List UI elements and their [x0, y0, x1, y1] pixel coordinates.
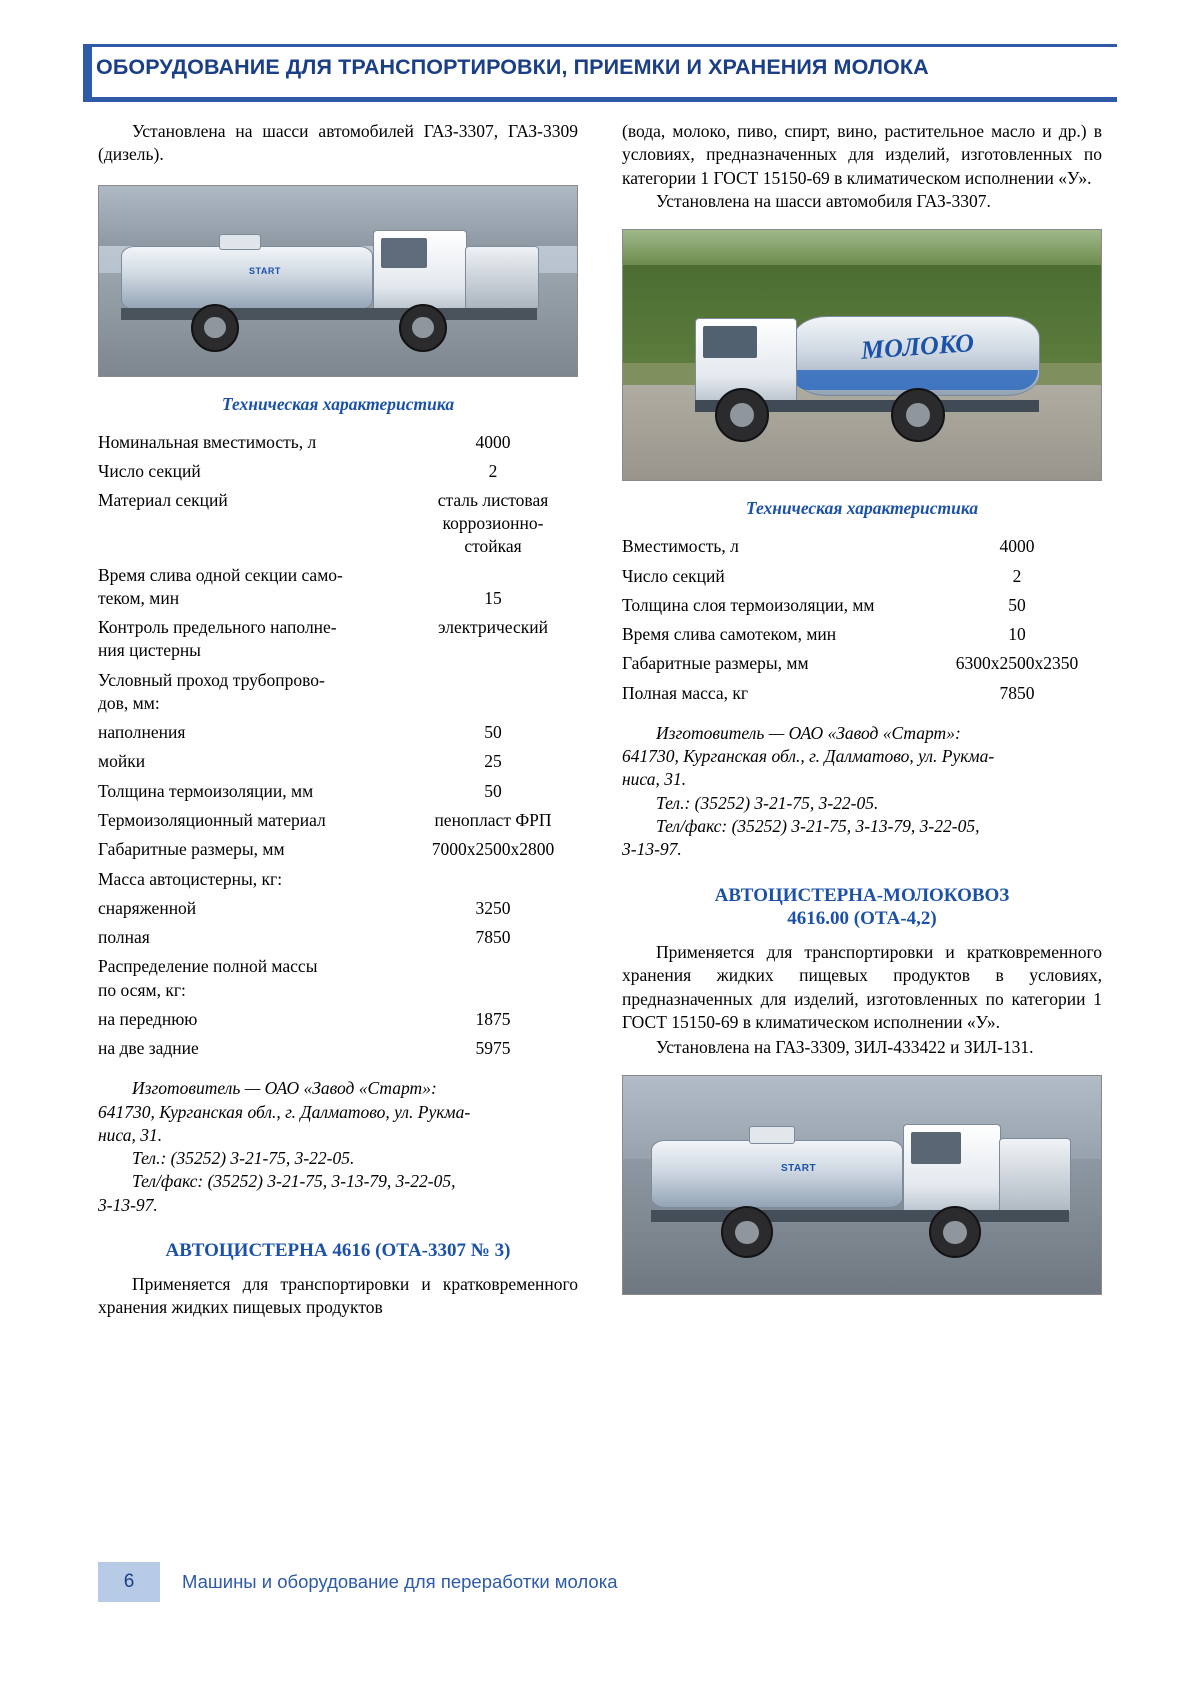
spec-value — [408, 666, 578, 719]
spec-name: Время слива самотеком, мин — [622, 624, 837, 645]
table-row — [98, 923, 578, 952]
page-number: 6 — [123, 1571, 135, 1592]
spec-value: 25 — [484, 751, 502, 772]
page-title: ОБОРУДОВАНИЕ ДЛЯ ТРАНСПОРТИРОВКИ, ПРИЕМКИ И ХРАНЕНИЯ МОЛОКА — [96, 55, 929, 79]
spec-value: 2 — [1012, 565, 1022, 586]
tank-hatch — [219, 234, 261, 250]
section-body-left: Применяется для транспортировки и кратковременного хранения жидких пищевых продуктов — [98, 1273, 578, 1317]
spec-value: электрический — [438, 617, 548, 638]
spec-name: мойки — [98, 751, 146, 772]
spec-value: 4000 — [999, 536, 1035, 557]
spec-title-right: Техническая характеристика — [745, 498, 979, 519]
spec-value — [408, 952, 578, 1005]
spec-value: 7850 — [999, 682, 1035, 703]
section-title-right — [622, 884, 1102, 932]
table-row — [98, 666, 578, 719]
section-body-right: Применяется для транспортировки и кратковременного хранения жидких пищевых продуктов в условиях, предназначенных для изделий, изготовленных по категории 1 ГОСТ 15150-69 в климатическом исполнении «У». — [622, 942, 1102, 1032]
spec-value: 7000х2500х2800 — [431, 839, 555, 860]
spec-name: на переднюю — [98, 1008, 198, 1029]
table-row — [98, 486, 578, 560]
spec-name: снаряженной — [98, 897, 197, 918]
spec-name: Время слива одной секции само- теком, мин — [98, 564, 343, 608]
spec-value: пенопласт ФРП — [434, 809, 552, 830]
cab-window — [911, 1132, 961, 1164]
spec-name: Материал секций — [98, 490, 228, 511]
spec-name: Номинальная вместимость, л — [98, 431, 317, 452]
footer-title: Машины и оборудование для переработки молока — [182, 1571, 618, 1592]
table-row — [98, 561, 578, 614]
spec-table-left — [98, 428, 578, 1064]
table-row — [622, 591, 1102, 620]
spec-value: 6300х2500х2350 — [955, 653, 1079, 674]
spec-name: полная — [98, 927, 150, 948]
spec-name: Распределение полной массы по осям, кг: — [98, 956, 318, 1000]
truck-chassis — [121, 308, 537, 320]
spec-value: 50 — [1008, 594, 1026, 615]
table-row — [98, 894, 578, 923]
spec-value: 1875 — [475, 1008, 511, 1029]
table-row — [98, 1005, 578, 1034]
spec-table-right — [622, 532, 1102, 708]
table-row — [622, 620, 1102, 649]
tank-body — [121, 246, 373, 310]
manufacturer-fax-cont: 3-13-97. — [98, 1194, 158, 1215]
manufacturer-line: 641730, Курганская обл., г. Далматово, ул. Рукма- — [98, 1101, 471, 1122]
photo-sky — [623, 230, 1101, 265]
spec-name: Толщина слоя термоизоляции, мм — [622, 594, 875, 615]
spec-name: на две задние — [98, 1038, 199, 1059]
header-accent-bar — [83, 44, 92, 102]
wheel-front — [929, 1206, 981, 1258]
spec-name: Контроль предельного наполне- ния цистерны — [98, 617, 337, 661]
manufacturer-fax: Тел/факс: (35252) 3-21-75, 3-13-79, 3-22-05, — [132, 1171, 456, 1192]
spec-value: 15 — [484, 587, 502, 608]
spec-value: 50 — [484, 722, 502, 743]
manufacturer-line: Изготовитель — ОАО «Завод «Старт»: — [656, 722, 961, 743]
manufacturer-phone: Тел.: (35252) 3-21-75, 3-22-05. — [132, 1148, 355, 1169]
manufacturer-line: Изготовитель — ОАО «Завод «Старт»: — [132, 1078, 437, 1099]
spec-value: сталь листовая коррозионно- стойкая — [437, 490, 549, 556]
spec-title-left: Техническая характеристика — [221, 393, 455, 414]
tank-label-moloko: МОЛОКО — [860, 328, 975, 365]
table-row — [622, 679, 1102, 708]
photo-wall — [99, 186, 577, 247]
table-row — [98, 718, 578, 747]
section-installed-right: Установлена на ГАЗ-3309, ЗИЛ-433422 и ЗИЛ-131. — [656, 1037, 1034, 1058]
spec-name: Толщина термоизоляции, мм — [98, 780, 314, 801]
wheel-rear — [721, 1206, 773, 1258]
spec-name: Термоизоляционный материал — [98, 809, 326, 830]
photo-milk-tanker-1 — [98, 185, 578, 377]
wheel-front — [399, 304, 447, 352]
table-row — [98, 613, 578, 666]
table-row — [98, 457, 578, 486]
spec-value: 50 — [484, 780, 502, 801]
spec-name: Полная масса, кг — [622, 682, 749, 703]
right-column — [622, 120, 1102, 1295]
table-row — [98, 428, 578, 457]
table-row — [98, 835, 578, 864]
table-row — [622, 562, 1102, 591]
spec-name: Условный проход трубопрово- дов, мм: — [98, 669, 325, 713]
wheel-rear — [191, 304, 239, 352]
cab-window — [703, 326, 757, 358]
photo-milk-tanker-moloko — [622, 229, 1102, 481]
spec-name: Вместимость, л — [622, 536, 739, 557]
manufacturer-line: 641730, Курганская обл., г. Далматово, ул. Рукма- — [622, 746, 995, 767]
manufacturer-fax: Тел/факс: (35252) 3-21-75, 3-13-79, 3-22-05, — [656, 815, 980, 836]
spec-value: 3250 — [475, 897, 511, 918]
tank-logo: START — [249, 265, 281, 276]
manufacturer-line: ниса, 31. — [622, 769, 687, 790]
truck-rear-box — [999, 1138, 1071, 1214]
left-column — [98, 120, 578, 1319]
manufacturer-block-right — [622, 722, 1102, 862]
left-intro-paragraph: Установлена на шасси автомобилей ГАЗ-3307, ГАЗ-3309 (дизель). — [98, 121, 578, 165]
manufacturer-line: ниса, 31. — [98, 1124, 163, 1145]
manufacturer-phone: Тел.: (35252) 3-21-75, 3-22-05. — [656, 792, 879, 813]
section-title-line1: АВТОЦИСТЕРНА-МОЛОКОВОЗ — [714, 884, 1010, 906]
right-installed-paragraph: Установлена на шасси автомобиля ГАЗ-3307. — [656, 190, 991, 211]
manufacturer-fax-cont: 3-13-97. — [622, 839, 682, 860]
spec-name: наполнения — [98, 722, 186, 743]
truck-chassis — [651, 1210, 1069, 1222]
table-row — [98, 1034, 578, 1063]
section-title-left: АВТОЦИСТЕРНА 4616 (ОТА-3307 № 3) — [165, 1239, 511, 1261]
table-row — [98, 952, 578, 1005]
wheel-rear — [891, 388, 945, 442]
table-row — [98, 777, 578, 806]
table-row — [98, 747, 578, 776]
spec-value: 4000 — [475, 431, 511, 452]
wheel-front — [715, 388, 769, 442]
spec-value: 5975 — [475, 1038, 511, 1059]
spec-name: Габаритные размеры, мм — [98, 839, 285, 860]
photo-milk-tanker-start — [622, 1075, 1102, 1295]
spec-value: 10 — [1008, 624, 1026, 645]
section-title-line2: 4616.00 (ОТА-4,2) — [787, 908, 937, 930]
right-continuation-paragraph: (вода, молоко, пиво, спирт, вино, растительное масло и др.) в условиях, предназначенных для изделий, изготовленных по категории 1 ГОСТ 15150-69 в климатическом исполнении «У». — [622, 121, 1102, 188]
spec-name: Число секций — [622, 565, 725, 586]
spec-name: Габаритные размеры, мм — [622, 653, 809, 674]
table-row — [98, 806, 578, 835]
cab-window — [381, 238, 427, 268]
page-header — [83, 44, 1117, 102]
table-row — [622, 649, 1102, 678]
truck-rear-box — [465, 246, 539, 310]
manufacturer-block-left — [98, 1077, 578, 1217]
tank-hatch — [749, 1126, 795, 1144]
spec-value: 7850 — [475, 927, 511, 948]
spec-value: 2 — [488, 461, 498, 482]
header-rule-top — [83, 44, 1117, 47]
spec-value — [408, 865, 578, 894]
table-row — [98, 865, 578, 894]
spec-name: Масса автоцистерны, кг: — [98, 868, 283, 889]
table-row — [622, 532, 1102, 561]
page-footer — [98, 1562, 1102, 1602]
tank-blue-stripe — [793, 370, 1038, 390]
header-rule-bottom — [83, 97, 1117, 102]
tank-logo: START — [781, 1163, 817, 1175]
spec-name: Число секций — [98, 461, 201, 482]
tank-body — [651, 1140, 903, 1208]
